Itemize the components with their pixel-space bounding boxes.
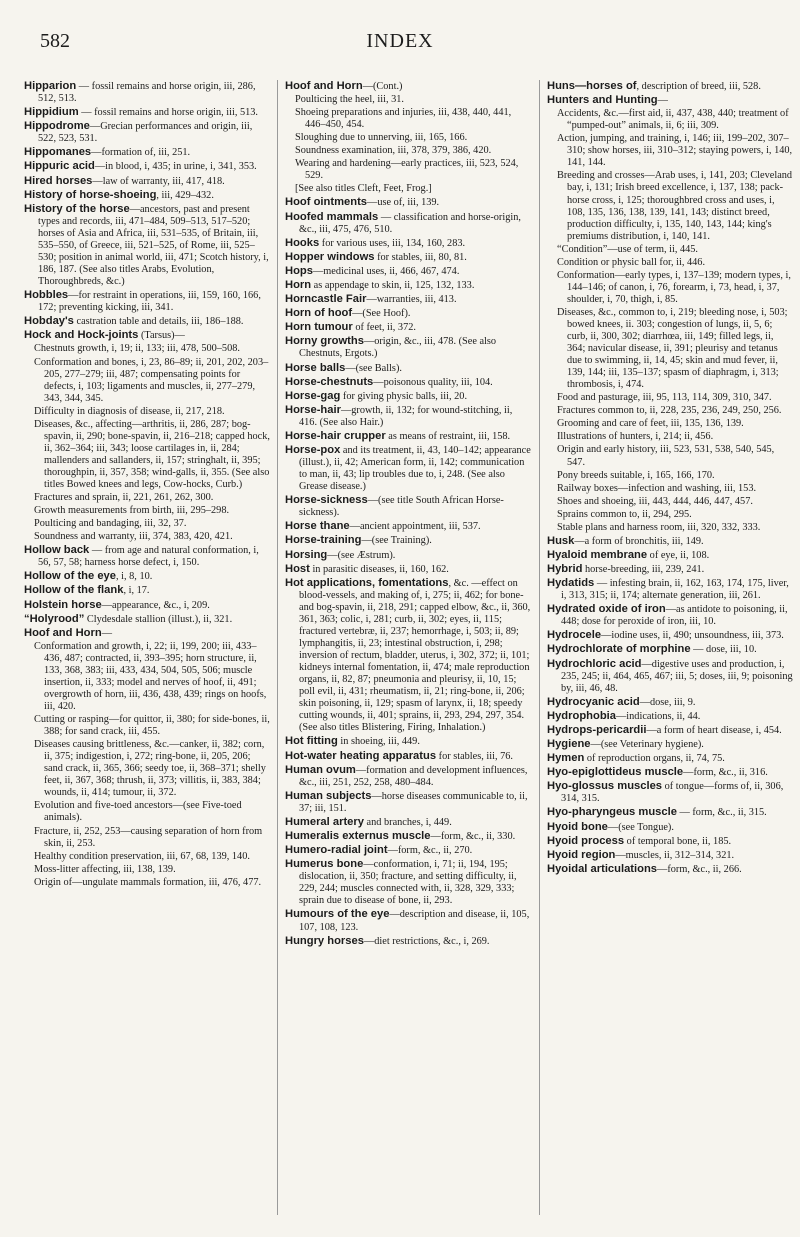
entry-heading: Horse balls [285,361,346,374]
sub-entry: Grooming and care of feet, iii, 135, 136, 139. [557,418,744,430]
index-entry [285,307,531,320]
index-entry [285,444,531,493]
entry-text: — dose, iii, 10. [690,644,757,656]
sub-entry: Difficulty in diagnosis of disease, ii, 217, 218. [34,405,225,417]
entry-text: —iodine uses, ii, 490; unsoundness, iii, 373. [601,630,784,642]
sub-entry: Railway boxes—infection and washing, iii, 153. [557,482,757,494]
entry-heading: Horsing [285,548,328,561]
index-entry [547,629,793,642]
index-entry [547,577,793,602]
entry-heading: Hyo-glossus muscles [547,780,663,793]
sub-entry: Food and pasturage, iii, 95, 113, 114, 309, 310, 347. [557,392,772,404]
entry-heading: Hydrocele [547,629,602,642]
index-entry [547,563,793,576]
entry-text: of feet, ii, 372. [352,322,416,334]
entry-text: —muscles, ii, 312–314, 321. [615,849,735,861]
entry-text: —in blood, i, 435; in urine, i, 341, 353. [94,161,257,173]
entry-text: —formation of, iii, 251. [91,147,191,159]
entry-text: —for restraint in operations, iii, 159, 160, 166, 172; preventing kicking, iii, 341. [38,290,261,314]
sub-entry: Moss-litter affecting, iii, 138, 139. [34,863,176,875]
entry-text: —ancient appointment, iii, 537. [349,521,481,533]
entry-heading: Humerus bone [285,858,364,871]
sub-entry: Sloughing due to unnerving, iii, 165, 166. [295,132,468,144]
entry-text: of temporal bone, ii, 185. [624,835,732,847]
entry-heading: Hydatids [547,577,595,590]
sub-entry: Conformation—early types, i, 137–139; modern types, i, 144–146; of canon, i, 76, forearm, i, 73, head, i, 37, shoulder, i, 70, thigh, i, 85. [557,269,791,305]
entry-heading: Horse-hair [285,403,341,416]
index-entry [285,293,531,306]
sub-entry: Breeding and crosses—Arab uses, i, 141, 203; Cleveland bay, i, 131; Irish breed excellence, i, 137, 138; pack-horse cross, i, 125; thoroughbred cross and uses, i, 108, 135, 136, 138, 139, 141, 143; distinct breed, production difficulty, i, 135, 140, 143, 144; king's premiums distribution, i, 140, 141. [557,170,793,242]
sub-entry: Fractures common to, ii, 228, 235, 236, 249, 250, 256. [557,405,782,417]
index-entry [547,766,793,779]
sub-entry: Fracture, ii, 252, 253—causing separation of horn from skin, ii, 253. [34,825,263,849]
sub-entry: Soundness and warranty, iii, 374, 383, 420, 421. [34,531,233,543]
entry-heading: Hyoidal articulations [547,862,658,875]
entry-heading: Hobday's [24,315,74,328]
index-entry [285,764,531,789]
sub-entry: Wearing and hardening—early practices, iii, 523, 524, 529. [295,158,519,182]
entry-heading: Horse-hair crupper [285,429,386,442]
entry-text: —description and disease, ii, 105, 107, 108, 123. [299,909,530,933]
entry-text: as means of restraint, iii, 158. [385,430,511,442]
entry-text: of reproduction organs, ii, 74, 75. [584,753,725,765]
index-entry [285,430,531,443]
entry-text: — from age and natural conformation, i, 56, 57, 58; harness horse defect, i, 150. [38,545,259,569]
index-entry [285,549,531,562]
column-divider [277,80,278,1215]
entry-text: —form, &c., ii, 316. [683,767,768,779]
entry-text: —horse diseases communicable to, ii, 37; iii, 151. [299,790,528,814]
entry-text: for stables, iii, 76. [436,750,513,762]
entry-heading: Hippodrome [24,120,90,133]
index-entry [547,696,793,709]
index-entry [547,603,793,628]
page-header [40,30,760,60]
entry-text: , iii, 429–432. [156,189,214,201]
index-entry [285,750,531,763]
index-entry [547,658,793,695]
entry-heading: Horn tumour [285,321,353,334]
index-entry [285,376,531,389]
entry-heading: Hydrocyanic acid [547,695,640,708]
entry-text: — infesting brain, ii, 162, 163, 174, 175, liver, i, 313, 315; ii, 174; alternate generation, iii, 261. [561,578,789,602]
entry-heading: Horny growths [285,335,364,348]
entry-text: — fossil remains and horse origin, iii, 286, 512, 513. [38,81,256,105]
entry-text: and branches, i, 449. [363,816,452,828]
index-entry [285,390,531,403]
entry-text: (Tarsus)— [138,330,185,342]
entry-heading: Horn [285,278,312,291]
entry-text: —conformation, i, 71; ii, 194, 195; dislocation, ii, 350; fracture, and setting difficulty, ii, 229, 244; muscles connected with, ii, 328, 329, 333; sprain due to disease of bone, ii, 293. [299,859,517,907]
index-entry [547,863,793,876]
entry-text: —(see Veterinary hygiene). [590,739,704,750]
sub-entry: Sprains common to, ii, 294, 295. [557,508,692,520]
index-entry [24,329,270,342]
page-number: 582 [40,30,70,52]
index-entry [285,494,531,519]
index-entry [285,735,531,748]
entry-heading: Husk [547,534,575,547]
entry-heading: Hoof and Horn [285,80,363,92]
index-entry [547,780,793,805]
column-divider [539,80,540,1215]
sub-entry: Stable plans and harness room, iii, 320, 332, 333. [557,521,761,533]
entry-text: —(see Training). [361,535,432,547]
sub-entry: Chestnuts growth, i, 19; ii, 133; iii, 478, 500–508. [34,343,240,355]
entry-text: —warranties, iii, 413. [366,294,457,306]
index-column-right [547,80,793,877]
index-entry [285,362,531,375]
entry-text: , i, 17. [123,585,150,597]
entry-text: —medicinal uses, ii, 466, 467, 474. [312,265,460,277]
index-entry [24,146,270,159]
index-entry [24,584,270,597]
entry-heading: Humeral artery [285,815,364,828]
index-entry [285,563,531,576]
entry-text: —form, &c., ii, 330. [430,830,516,842]
index-entry [547,821,793,834]
sub-entry: Healthy condition preservation, iii, 67, 68, 139, 140. [34,850,250,862]
index-column-middle [285,80,531,949]
entry-text: —diet restrictions, &c., i, 269. [363,935,490,947]
index-entry [285,844,531,857]
entry-heading: Host [285,562,310,575]
sub-entry: Origin of—ungulate mammals formation, iii, 476, 477. [34,876,262,888]
entry-heading: Hoofed mammals [285,210,379,223]
entry-text: —origin, &c., iii, 478. (See also Chestnuts, Ergots.) [299,336,497,360]
index-entry [24,627,270,640]
entry-text: —digestive uses and production, i, 235, 245; ii, 464, 465, 467; iii, 5; doses, iii, 9; poisoning by, iii, 46, 48. [561,658,793,694]
entry-text: horse-breeding, iii, 239, 241. [582,563,705,575]
entry-heading: Hooks [285,236,320,249]
sub-entry: Poulticing the heel, iii, 31. [295,94,404,106]
entry-heading: Humero-radial joint [285,844,388,857]
index-entry [285,80,531,93]
entry-text: — form, &c., ii, 315. [676,807,767,819]
entry-heading: “Holyrood” [24,612,85,625]
entry-heading: Holstein horse [24,598,102,611]
entry-heading: Hydrops-pericardii [547,723,647,736]
sub-entry: Soundness examination, iii, 378, 379, 386, 420. [295,145,492,157]
entry-text: Clydesdale stallion (illust.), ii, 321. [84,613,233,625]
index-entry [547,94,793,107]
sub-entry: Conformation and growth, i, 22; ii, 199, 200; iii, 433–436, 487; contracted, ii, 393–395; horn structure, ii, 133, 368, 383; iii, 433, 434, 504, 505, 506; muscle insertion, ii, 333; model and nerves of hoof, ii, 491; overgrowth of horn, iii, 436, 438, 439; rings on hoofs, iii, 420. [34,640,267,713]
entry-text: for giving physic balls, iii, 20. [340,390,468,402]
sub-entry: Shoeing preparations and injuries, iii, 438, 440, 441, 446–450, 454. [295,107,512,131]
entry-heading: Hollow back [24,544,90,557]
index-entry [547,80,793,93]
entry-text: as appendage to skin, ii, 125, 132, 133. [311,279,475,291]
entry-text: —formation and development influences, &c., iii, 251, 252, 258, 480–484. [299,764,528,788]
index-entry [285,534,531,547]
index-entry [24,203,270,288]
entry-heading: Horn of hoof [285,307,353,320]
entry-text: in shoeing, iii, 449. [337,736,420,748]
entry-heading: Hippidium [24,106,79,119]
index-entry [547,724,793,737]
entry-heading: Human subjects [285,789,372,802]
entry-text: —(see Tongue). [607,821,674,833]
entry-heading: Horse-training [285,534,362,547]
entry-heading: History of the horse [24,202,130,215]
entry-text: — classification and horse-origin, &c., iii, 475, 476, 510. [299,211,521,235]
index-entry [24,613,270,626]
entry-text: in parasitic diseases, ii, 160, 162. [309,563,449,575]
index-entry [285,251,531,264]
entry-heading: Hoof ointments [285,196,368,209]
entry-heading: Hot-water heating apparatus [285,749,437,762]
entry-heading: Humours of the eye [285,908,390,921]
sub-entry: Illustrations of hunters, i, 214; ii, 456. [557,431,714,443]
entry-heading: Hock and Hock-joints [24,329,139,342]
entry-text: — [657,95,668,107]
sub-entry: Evolution and five-toed ancestors—(see Five-toed animals). [34,800,242,824]
index-entry [285,908,531,933]
index-entry [24,289,270,314]
entry-text: —appearance, &c., i, 209. [101,599,210,611]
entry-heading: Hyo-pharyngeus muscle [547,806,677,819]
entry-text: — [101,627,112,639]
entry-text: —form, &c., ii, 266. [657,863,742,875]
entry-text: —Grecian performances and origin, iii, 522, 523, 531. [38,121,253,145]
index-entry [285,830,531,843]
index-entry [285,404,531,429]
entry-heading: Horse-sickness [285,494,368,507]
index-entry [547,752,793,765]
index-entry [285,520,531,533]
index-entry [285,279,531,292]
entry-heading: History of horse-shoeing [24,188,157,201]
entry-text: and its treatment, ii, 43, 140–142; appearance (illust.), ii, 42; American form, ii, 142; communication to man, ii, 43; lip troubles due to, i, 248. (See also Grease disease.) [299,445,531,493]
entry-heading: Hungry horses [285,934,364,947]
index-entry [285,321,531,334]
entry-heading: Horse-gag [285,389,341,402]
entry-heading: Hipparion [24,80,77,92]
entry-text: —(Cont.) [362,81,403,92]
entry-text: —(See Hoof). [352,308,411,320]
entry-text: —as antidote to poisoning, ii, 448; dose for peroxide of iron, iii, 10. [561,604,788,628]
entry-heading: Hymen [547,752,585,765]
index-entry [24,570,270,583]
entry-heading: Hops [285,264,313,277]
index-column-left [24,80,270,890]
entry-heading: Human ovum [285,763,356,776]
entry-text: , &c. —effect on blood-vessels, and making of, i, 275; ii, 462; for bone- and bog-spavin, ii, 218, 291; capped elbow, &c., ii, 360, 361, 363; colic, i, 281; curb, ii, 302; eyes, ii, 115; fractured vertebræ, ii, 237; hemorrhage, i, 503; ii, 89; lymphangitis, ii, 23; intestinal obstruction, i, 298; inversion of rectum, bladder, uterus, i, 302, 372; ii, 101; kidneys internal fomentation, ii, 474; male reproduction organs, ii, 82, 87; pneumonia and pleurisy, ii, 10, 15; poll evil, ii, 431; rheumatism, ii, 21; ring-bone, ii, 206; skin poisoning, ii, 129; spasm of larynx, ii, 18; speedy cutting wounds, ii, 401; sprains, ii, 293, 294, 297, 354. (See also titles Blistering, Firing, Inhalation.) [299,577,531,734]
entry-text: —dose, iii, 9. [639,696,696,708]
entry-text: —(see title South African Horse-sickness). [299,495,504,519]
entry-text: for stables, iii, 80, 81. [374,251,467,263]
entry-heading: Horncastle Fair [285,293,367,306]
entry-text: —growth, ii, 132; for wound-stitching, ii, 416. (See also Hair.) [299,404,513,428]
entry-text: —(see Balls). [345,362,402,374]
page-title: INDEX [366,30,434,52]
entry-heading: Horse-pox [285,444,341,457]
sub-entry: Condition or physic ball for, ii, 446. [557,256,706,268]
entry-heading: Hoof and Horn [24,626,102,639]
entry-heading: Horse thane [285,520,350,533]
index-entry [24,80,270,105]
entry-text: , description of breed, iii, 528. [636,81,761,92]
entry-heading: Hopper windows [285,250,375,263]
entry-heading: Hydrochlorate of morphine [547,643,691,656]
entry-heading: Hyo-epiglottideus muscle [547,766,684,779]
index-entry [24,106,270,119]
sub-entry: Growth measurements from birth, iii, 295–298. [34,505,230,517]
entry-heading: Hyoid bone [547,820,608,833]
index-entry [547,710,793,723]
entry-text: —poisonous quality, iii, 104. [373,376,493,388]
index-entry [285,858,531,907]
index-entry [24,160,270,173]
entry-text: —form, &c., ii, 270. [387,845,473,857]
sub-entry: Conformation and bones, i, 23, 86–89; ii, 201, 202, 203–205, 277–279; iii, 487; compensating points for defects, i, 103; ligaments and muscles, ii, 277–279, 343, 344, 345. [34,356,269,404]
entry-heading: Hobbles [24,289,69,302]
entry-text: castration table and details, iii, 186–188. [73,316,244,328]
sub-entry: “Condition”—use of term, ii, 445. [557,243,698,255]
index-entry [547,849,793,862]
index-entry [285,790,531,815]
index-entry [24,189,270,202]
sub-entry: Poulticing and bandaging, iii, 32, 37. [34,518,187,530]
entry-text: for various uses, iii, 134, 160, 283. [319,237,466,249]
index-entry [285,577,531,735]
entry-heading: Hot applications, fomentations [285,576,449,589]
entry-heading: Hired horses [24,174,93,187]
index-entry [24,544,270,569]
entry-heading: Hollow of the eye [24,570,116,583]
entry-heading: Hybrid [547,562,583,575]
sub-entry: Accidents, &c.—first aid, ii, 437, 438, 440; treatment of “pumped-out” animals, ii, 6; iii, 309. [557,108,789,132]
sub-entry: Diseases, &c., affecting—arthritis, ii, 286, 287; bog-spavin, ii, 290; bone-spavin, ii, 216–218; capped hock, ii, 362–364; iii, 343; loose cartilages in, ii, 284; mallenders and sallanders, ii, 157; stringhalt, ii, 395; thoroughpin, ii, 357, 358; wind-galls, ii, 355. (See also titles Bowed knees and legs, Cow-hocks, Curb.) [34,418,270,490]
sub-entry: Cutting or rasping—for quittor, ii, 380; for side-bones, ii, 388; for sand crack, iii, 455. [34,714,270,738]
entry-heading: Horse-chestnuts [285,375,374,388]
index-entry [285,265,531,278]
index-entry [24,120,270,145]
entry-heading: Hot fitting [285,735,338,748]
sub-entry: Fractures and sprain, ii, 221, 261, 262, 300. [34,492,214,504]
entry-heading: Hunters and Hunting [547,94,658,107]
entry-heading: Hyoid process [547,834,625,847]
entry-heading: Hippomanes [24,146,92,159]
entry-text: —(see Æstrum). [327,549,396,561]
sub-entry: Shoes and shoeing, iii, 443, 444, 446, 447, 457. [557,495,753,507]
entry-text: , i, 8, 10. [116,571,153,583]
entry-text: of eye, ii, 108. [647,549,710,561]
index-entry [547,738,793,751]
index-entry [285,196,531,209]
entry-heading: Hydrated oxide of iron [547,603,666,616]
entry-text: —law of warranty, iii, 417, 418. [92,175,225,187]
index-entry [547,806,793,819]
entry-heading: Hyoid region [547,848,616,861]
entry-text: — fossil remains and horse origin, iii, 513. [78,107,259,119]
entry-text: —use of, iii, 139. [367,197,440,209]
index-entry [285,211,531,236]
entry-heading: Hyaloid membrane [547,548,648,561]
index-entry [285,237,531,250]
entry-heading: Huns—horses of [547,80,637,92]
sub-entry: Pony breeds suitable, i, 165, 166, 170. [557,469,715,481]
entry-heading: Hygiene [547,738,591,750]
entry-text: —a form of bronchitis, iii, 149. [574,535,704,547]
entry-heading: Hollow of the flank [24,584,124,597]
sub-entry: Diseases, &c., common to, i, 219; bleeding nose, i, 503; bowed knees, ii. 303; congestion of lungs, ii, 5, 6; curb, ii, 300, 302; diarrhœa, iii, 149; filled legs, ii, 364; navicular disease, ii, 391; pleurisy and tetanus due to swimming, ii, 14, 45; skin and mud fever, ii, 139, 144; iii, 135–137; spasm of diaphragm, i, 313; thrombosis, i, 474. [557,306,788,391]
index-entry [285,335,531,360]
entry-heading: Hippuric acid [24,160,95,173]
index-entry [547,549,793,562]
entry-text: —a form of heart disease, i, 454. [646,724,782,736]
sub-entry: Diseases causing brittleness, &c.—canker, ii, 382; corn, ii, 375; indigestion, i, 272; ring-bone, ii, 205, 206; sand crack, ii, 365, 366; seedy toe, ii, 368–371; shelly feet, ii, 367, 368; thrush, ii, 373; villitis, ii, 383, 384; wounds, ii, 414; tumour, ii, 372. [34,739,266,799]
sub-entry: Action, jumping, and training, i, 146; iii, 199–202, 307–310; show horses, iii, 310–312; staying powers, i, 140, 141, 144. [557,133,793,169]
index-entry [24,175,270,188]
index-entry [547,835,793,848]
index-entry [547,535,793,548]
sub-entry: Origin and early history, iii, 523, 531, 538, 540, 545, 547. [557,444,775,468]
entry-heading: Humeralis externus muscle [285,829,431,842]
index-entry [24,315,270,328]
index-entry [285,816,531,829]
entry-heading: Hydrochloric acid [547,657,642,670]
entry-text: of tongue—forms of, ii, 306, 314, 315. [561,781,784,805]
index-entry [547,643,793,656]
entry-heading: Hydrophobia [547,709,616,722]
entry-text: —indications, ii, 44. [616,710,701,722]
sub-entry: [See also titles Cleft, Feet, Frog.] [295,183,432,195]
index-entry [285,935,531,948]
index-entry [24,599,270,612]
entry-text: —ancestors, past and present types and records, iii, 471–484, 509–513, 517–520; horses of Asia and Africa, iii, 531–535, of Britain, iii, 535–550, of Greece, iii, 521–525, of Rome, iii, 525–530; position in animal world, iii, 471; Scotch history, i, 186, 187. (See also titles Arabs, Evolution, Thoroughbreds, &c.) [38,203,269,288]
